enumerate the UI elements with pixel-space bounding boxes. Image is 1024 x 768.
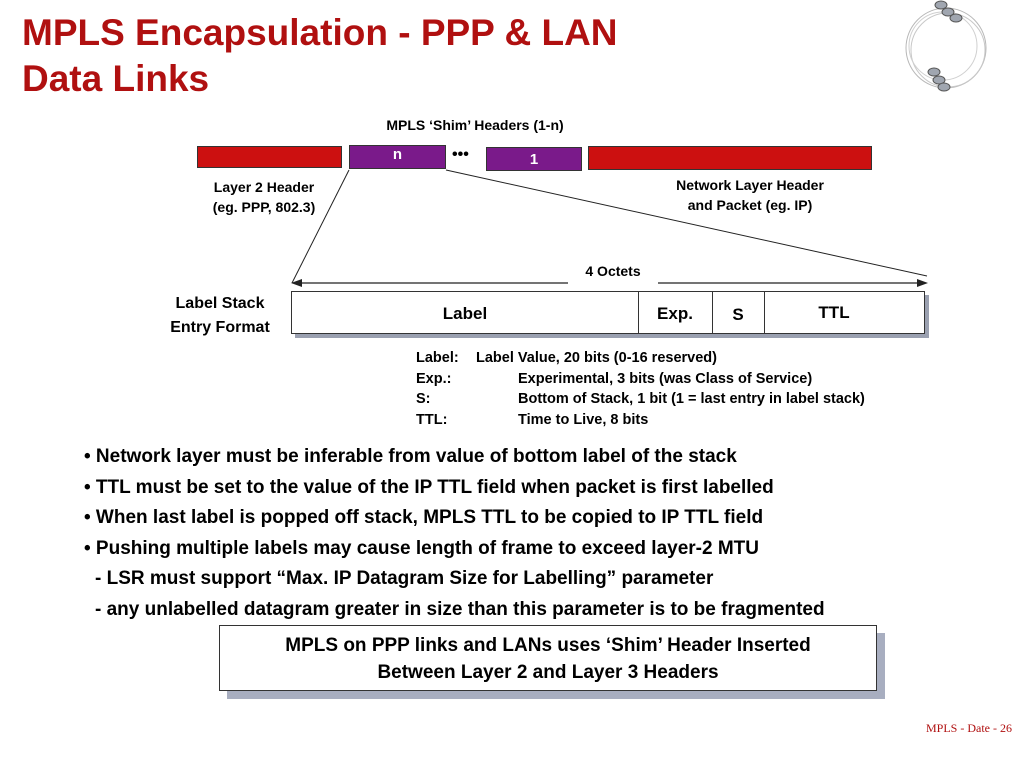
bullet-item: • Network layer must be inferable from value of bottom label of the stack [84,446,737,467]
network-caption-line-1: Network Layer Header [676,177,824,193]
definition-value: Bottom of Stack, 1 bit (1 = last entry in label stack) [518,391,865,407]
field-exp: Exp. [657,304,693,323]
shim-headers-label: MPLS ‘Shim’ Headers (1-n) [386,117,564,133]
label-stack-entry-caption [150,292,290,340]
lse-caption-line-2: Entry Format [170,319,270,336]
bullet-item: • When last label is popped off stack, MPLS TTL to be copied to IP TTL field [84,507,764,528]
definition-value: Time to Live, 8 bits [518,411,649,428]
lse-caption-line-1: Label Stack [175,295,265,312]
layer2-caption-line-2: (eg. PPP, 802.3) [212,199,316,215]
bullet-item: • TTL must be set to the value of the IP TTL field when packet is first labelled [84,476,774,498]
field-ttl: TTL [818,303,850,322]
definition-key: Exp.: [416,370,452,387]
layer2-header-block [197,146,342,168]
arrowhead-right-icon [917,279,928,287]
definition-key: Label: [416,350,459,366]
summary-line-1: MPLS on PPP links and LANs uses ‘Shim’ Header Inserted [285,635,811,656]
ellipsis: ••• [452,146,469,163]
network-layer-block [588,146,872,170]
summary-box [219,625,877,691]
layer2-header-caption [190,177,338,217]
definition-value: Experimental, 3 bits (was Class of Service) [518,370,813,387]
field-definitions [416,348,865,430]
summary-line-2: Between Layer 2 and Layer 3 Headers [377,662,719,683]
shim-header-1: 1 [486,147,582,171]
definition-key: TTL: [416,411,448,428]
definition-row [416,389,865,410]
network-caption-line-2: and Packet (eg. IP) [687,197,813,213]
definition-key: S: [416,391,431,407]
layer2-caption-line-1: Layer 2 Header [213,179,315,195]
bullet-list [84,442,825,625]
network-layer-caption [640,175,860,215]
shim-header-n: n [349,145,446,169]
label-stack-entry-box [291,291,925,334]
definition-row [416,410,865,431]
slide-footer: MPLS - Date - 26 [926,721,1012,735]
definition-value: Label Value, 20 bits (0-16 reserved) [476,350,717,366]
title-line-1: MPLS Encapsulation - PPP & LAN [22,12,618,53]
field-label: Label [442,304,488,323]
definition-row [416,348,865,369]
four-octets-label: 4 Octets [585,263,641,279]
title-line-2: Data Links [22,58,210,99]
arrowhead-left-icon [291,279,302,287]
bullet-subitem: - LSR must support “Max. IP Datagram Size for Labelling” parameter [95,568,714,589]
bullet-subitem: - any unlabelled datagram greater in size than this parameter is to be fragmented [95,598,825,620]
field-s: S [732,305,744,324]
definition-row [416,369,865,390]
bullet-item: • Pushing multiple labels may cause length of frame to exceed layer-2 MTU [84,537,760,559]
